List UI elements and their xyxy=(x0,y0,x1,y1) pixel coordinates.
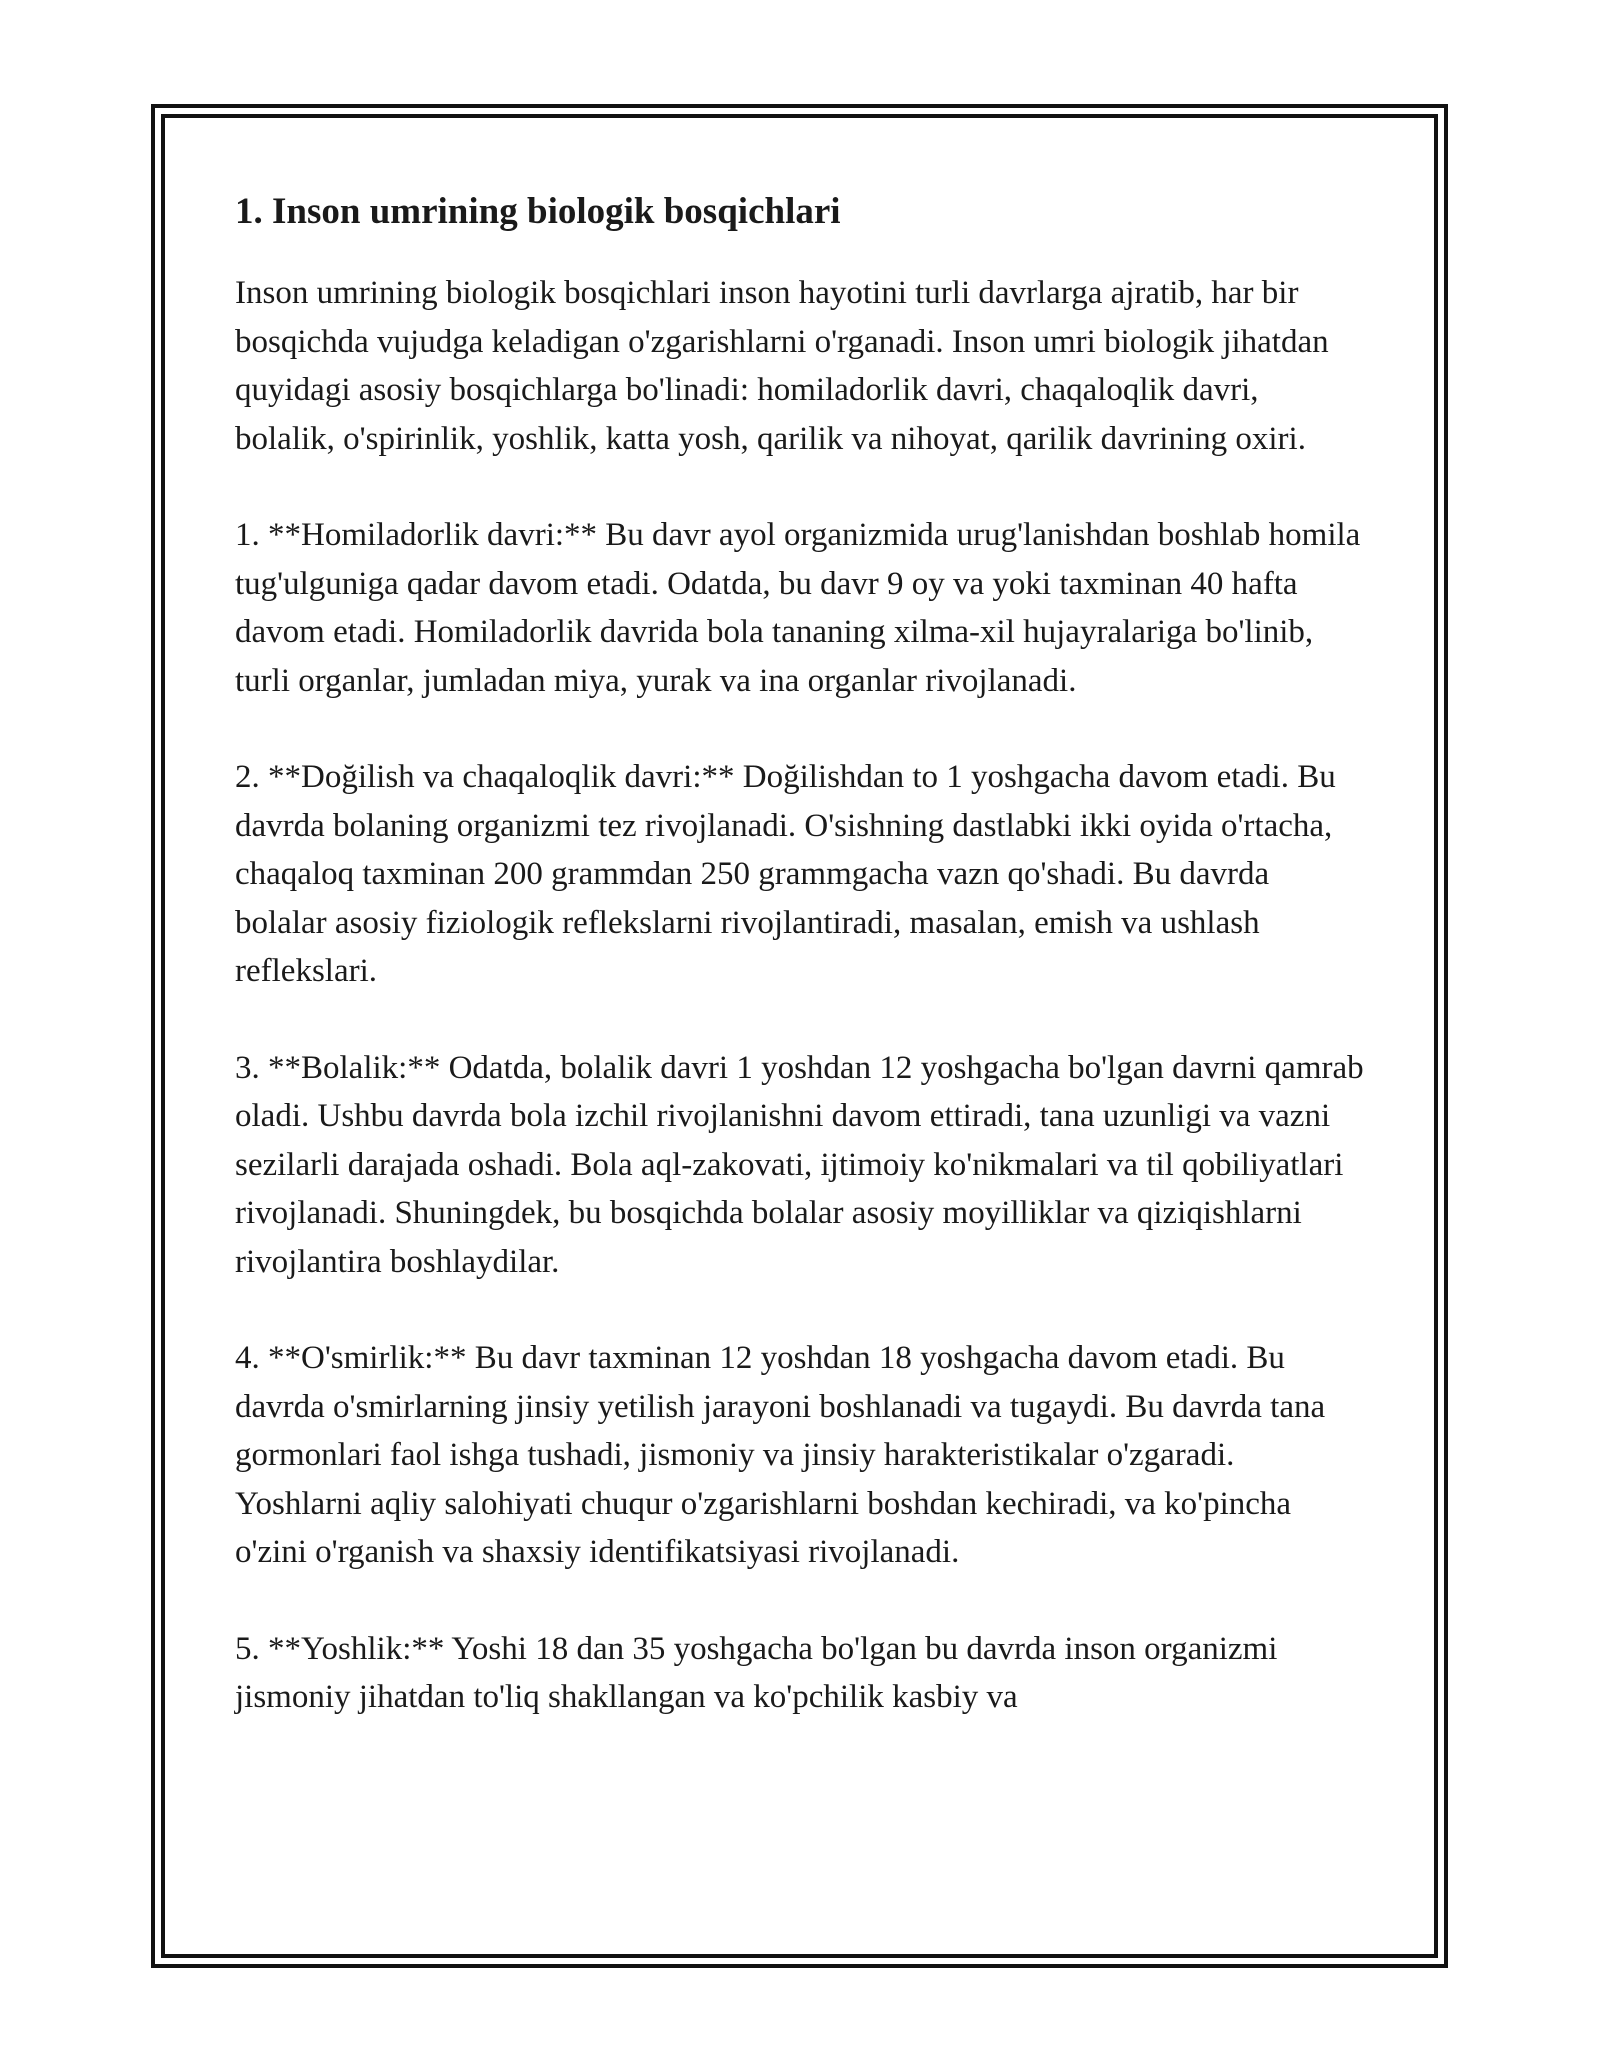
pregnancy-period-paragraph: 1. **Homiladorlik davri:** Bu davr ayol organizmida urug'lanishdan boshlab homila tug'ulguniga qadar davom etadi. Odatda, bu davr 9 oy va yoki taxminan 40 hafta davom etadi. Homiladorlik davrida bola tananing xilma-xil hujayralariga bo'linib, turli organlar, jumladan miya, yurak va ina organlar rivojlanadi. xyxy=(235,517,1361,699)
infancy-period-paragraph: 2. **Doğilish va chaqaloqlik davri:** Doğilishdan to 1 yoshgacha davom etadi. Bu davrda bolaning organizmi tez rivojlanadi. O'sishning dastlabki ikki oyida o'rtacha, chaqaloq taxminan 200 grammdan 250 grammgacha vazn qo'shadi. Bu davrda bolalar asosiy fiziologik reflekslarni rivojlantiradi, masalan, emish va ushlash reflekslari. xyxy=(235,759,1336,989)
intro-paragraph: Inson umrining biologik bosqichlari inson hayotini turli davrlarga ajratib, har bir bosqichda vujudga keladigan o'zgarishlarni o'rganadi. Inson umri biologik jihatdan quyidagi asosiy bosqichlarga bo'linadi: homiladorlik davri, chaqaloqlik davri, bolalik, o'spirinlik, yoshlik, katta yosh, qarilik va nihoyat, qarilik davrining oxiri. xyxy=(235,275,1329,457)
adolescence-paragraph: 4. **O'smirlik:** Bu davr taxminan 12 yoshdan 18 yoshgacha davom etadi. Bu davrda o'smirlarning jinsiy yetilish jarayoni boshlanadi va tugaydi. Bu davrda tana gormonlari faol ishga tushadi, jismoniy va jinsiy harakteristikalar o'zgaradi. Yoshlarni aqliy salohiyati chuqur o'zgarishlarni boshdan kechiradi, va ko'pincha o'zini o'rganish va shaxsiy identifikatsiyasi rivojlanadi. xyxy=(235,1340,1326,1570)
document-body xyxy=(235,185,1365,1770)
youth-paragraph: 5. **Yoshlik:** Yoshi 18 dan 35 yoshgacha bo'lgan bu davrda inson organizmi jismoniy jihatdan to'liq shakllangan va ko'pchilik kasbiy va xyxy=(235,1630,1278,1715)
childhood-paragraph: 3. **Bolalik:** Odatda, bolalik davri 1 yoshdan 12 yoshgacha bo'lgan davrni qamrab oladi. Ushbu davrda bola izchil rivojlanishni davom ettiradi, tana uzunligi va vazni sezilarli darajada oshadi. Bola aql-zakovati, ijtimoiy ko'nikmalari va til qobiliyatlari rivojlanadi. Shuningdek, bu bosqichda bolalar asosiy moyilliklar va qiziqishlarni rivojlantira boshlaydilar. xyxy=(235,1049,1364,1280)
section-heading: 1. Inson umrining biologik bosqichlari xyxy=(235,191,841,232)
